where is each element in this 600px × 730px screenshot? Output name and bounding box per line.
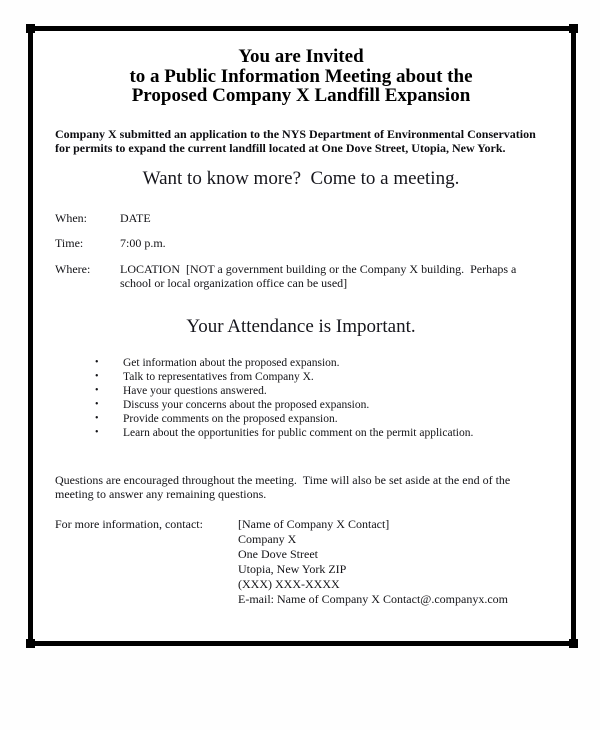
bullet-text: Have your questions answered.: [123, 384, 267, 397]
contact-name: [Name of Company X Contact]: [238, 516, 390, 531]
meeting-details: [55, 211, 547, 291]
contact-phone: (XXX) XXX-XXXX: [238, 576, 340, 591]
list-item: [55, 398, 547, 412]
detail-value-when: DATE: [120, 210, 151, 225]
title-line-2: to a Public Information Meeting about the: [129, 65, 473, 87]
flyer-content: [33, 31, 571, 641]
tagline-heading: Want to know more? Come to a meeting.: [142, 167, 460, 189]
bullet-marker: •: [95, 356, 99, 368]
bullet-marker: •: [95, 412, 99, 424]
detail-row-time: [55, 236, 547, 251]
flyer-title: [55, 47, 547, 106]
bullet-text: Provide comments on the proposed expansion.: [123, 412, 338, 425]
detail-row-when: [55, 211, 547, 226]
list-item: [55, 412, 547, 426]
detail-label-time: Time:: [55, 236, 84, 250]
contact-company: Company X: [238, 531, 297, 546]
detail-value-time: 7:00 p.m.: [120, 236, 166, 250]
bullet-marker: •: [95, 398, 99, 410]
intro-paragraph: Company X submitted an application to the NYS Department of Environmental Conservation for permits to expand the current landfill located at One Dove Street, Utopia, New York.: [55, 126, 539, 155]
bullet-text: Discuss your concerns about the proposed expansion.: [123, 398, 370, 411]
contact-street: One Dove Street: [238, 546, 318, 561]
bullet-marker: •: [95, 370, 99, 382]
title-line-1: You are Invited: [238, 46, 364, 67]
contact-label: For more information, contact:: [55, 516, 203, 531]
detail-label-where: Where:: [55, 261, 91, 276]
detail-label-when: When:: [55, 210, 87, 225]
contact-email: E-mail: Name of Company X Contact@.companyx.com: [238, 591, 508, 606]
bullet-text: Learn about the opportunities for public comment on the permit application.: [123, 426, 474, 439]
list-item: [55, 384, 547, 398]
flyer-border-frame: [28, 26, 576, 646]
bullet-marker: •: [95, 426, 99, 438]
attendance-heading: Your Attendance is Important.: [186, 315, 416, 337]
list-item: [55, 370, 547, 384]
list-item: [55, 426, 547, 440]
bullet-marker: •: [95, 384, 99, 396]
detail-value-where: LOCATION [NOT a government building or the Company X building. Perhaps a school or local organization office can be used]: [120, 261, 520, 290]
title-line-3: Proposed Company X Landfill Expansion: [131, 85, 471, 106]
bullet-list: [55, 356, 547, 440]
detail-row-where: [55, 262, 547, 291]
contact-city: Utopia, New York ZIP: [238, 561, 347, 576]
contact-lines: [238, 517, 547, 607]
list-item: [55, 356, 547, 370]
bullet-text: Get information about the proposed expansion.: [123, 356, 340, 369]
bullet-text: Talk to representatives from Company X.: [123, 370, 314, 383]
contact-section: [55, 517, 547, 607]
closing-paragraph: Questions are encouraged throughout the meeting. Time will also be set aside at the end of the meeting to answer any remaining questions.: [55, 472, 514, 501]
